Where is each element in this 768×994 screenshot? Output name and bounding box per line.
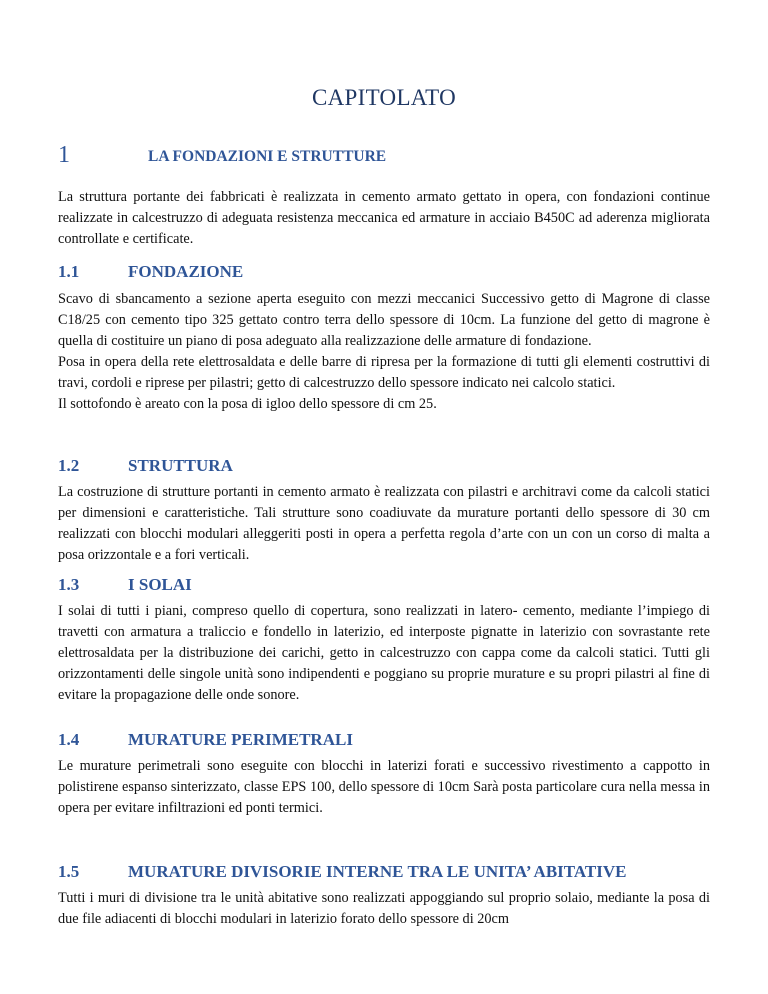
paragraph-text: Il sottofondo è areato con la posa di igloo dello spessore di cm 25. (58, 396, 437, 412)
section-heading-1-3 (58, 575, 718, 599)
section-number: 1.3 (58, 575, 80, 594)
section-1-5-paragraph: Tutti i muri di divisione tra le unità abitative sono realizzati appoggiando sul proprio solaio, mediante la posa di due file adiacenti di blocchi modulari in laterizio forato dello spessore di 20cm (58, 890, 710, 927)
section-number: 1.2 (58, 456, 80, 475)
intro-paragraph: La struttura portante dei fabbricati è realizzata in cemento armato gettato in opera, con fondazioni continue realizzate in calcestruzzo di adeguata resistenza meccanica ed armature in acciaio B450C ad aderenza migliorata controllate e certificate. (58, 189, 710, 247)
chapter-heading (58, 142, 718, 172)
section-title: FONDAZIONE (128, 262, 244, 281)
section-title: MURATURE DIVISORIE INTERNE TRA LE UNITA’ ABITATIVE (128, 862, 627, 881)
section-heading-1-5 (58, 862, 718, 886)
section-heading-1-2 (58, 456, 718, 480)
section-title: STRUTTURA (128, 456, 233, 475)
section-1-4-paragraph: Le murature perimetrali sono eseguite con blocchi in laterizi forati e successivo rivestimento a cappotto in polistirene espanso sinterizzato, classe EPS 100, dello spessore di 10cm Sarà posta particolare cura nella messa in opera per evitare infiltrazioni ed ponti termici. (58, 758, 710, 816)
section-1-1-paragraph (58, 289, 710, 415)
section-1-3-paragraph: I solai di tutti i piani, compreso quello di copertura, sono realizzati in latero- cemento, mediante l’impiego di travetti con armatura a traliccio e fondello in laterizio, ed interposte pignatte in laterizio con sovrastante rete elettrosaldata per la distribuzione dei carichi, getto in calcestruzzo con cappa come da calcoli statici. Tutti gli orizzontamenti delle singole unità sono indipendenti e poggiano su proprie murature e su propri pilastri al fine di evitare la propagazione delle onde sonore. (58, 603, 710, 703)
section-number: 1.5 (58, 862, 80, 881)
section-heading-1-4 (58, 730, 718, 754)
chapter-title: LA FONDAZIONI E STRUTTURE (148, 148, 387, 165)
section-title: I SOLAI (128, 575, 192, 594)
section-1-2-paragraph: La costruzione di strutture portanti in cemento armato è realizzata con pilastri e architravi come da calcoli statici per dimensioni e caratteristiche. Tali strutture sono coadiuvate da murature portanti dello spessore di 30 cm realizzati con blocchi modulari alleggeriti posti in opera a perfetta regola d’arte con un con un corso di malta a posa orizzontale e a fori verticali. (58, 484, 710, 563)
section-heading-1-1 (58, 262, 718, 286)
paragraph-text: Posa in opera della rete elettrosaldata e delle barre di ripresa per la formazione di tutti gli elementi costruttivi di travi, cordoli e riprese per pilastri; getto di calcestruzzo dello spessore indicato nei calcolo statici. (58, 354, 710, 391)
section-number: 1.1 (58, 262, 80, 281)
paragraph-text: Scavo di sbancamento a sezione aperta eseguito con mezzi meccanici Successivo getto di Magrone di classe C18/25 con cemento tipo 325 gettato contro terra dello spessore di 10cm. La funzione del getto di magrone è quella di costituire un piano di posa adeguato alla realizzazione delle armature di fondazione. (58, 291, 710, 349)
section-number: 1.4 (58, 730, 80, 749)
chapter-number: 1 (58, 142, 70, 168)
document-title: CAPITOLATO (312, 85, 456, 110)
section-title: MURATURE PERIMETRALI (128, 730, 353, 749)
